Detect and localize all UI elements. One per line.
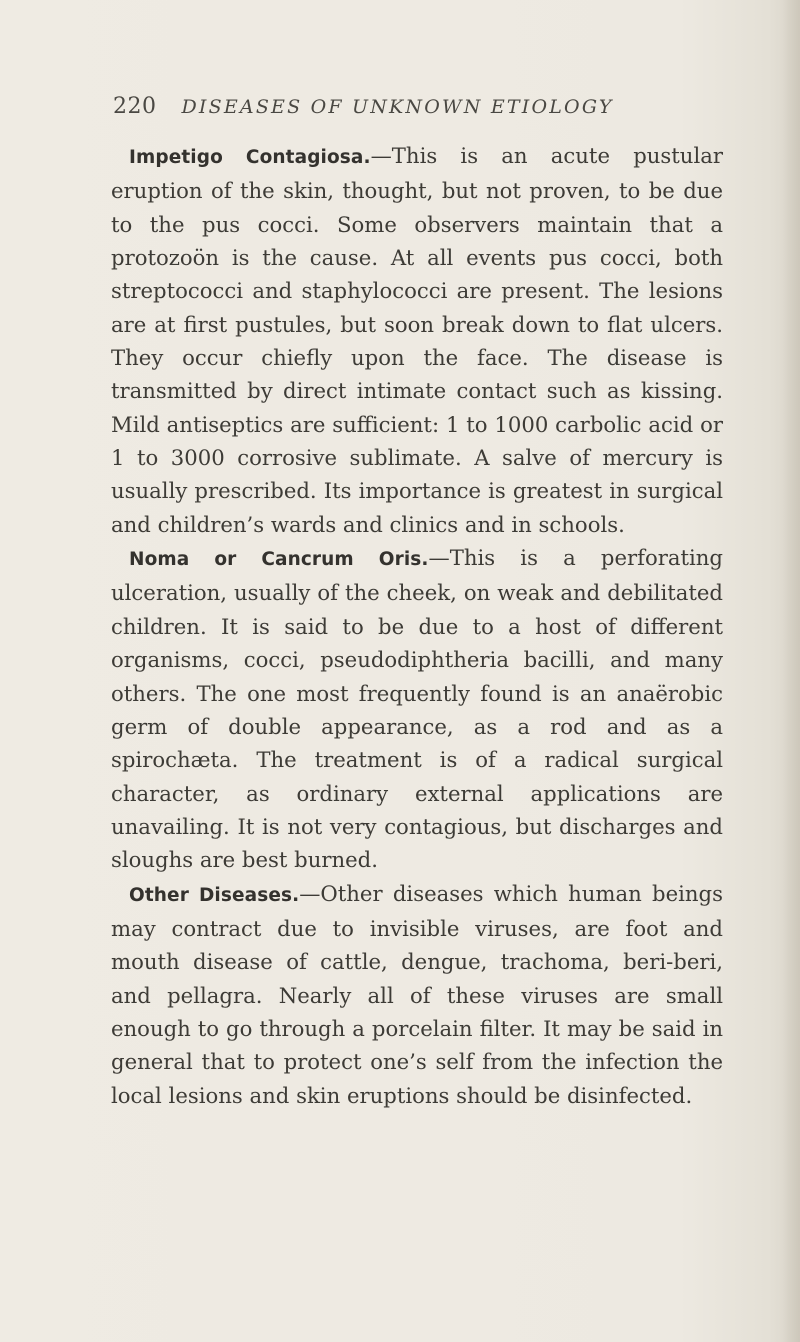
paragraph-other-diseases: [111, 877, 723, 1112]
paragraph-body: —This is an acute pustular eruption of the skin, thought, but not proven, to be due to the pus cocci. Some observers maintain that a protozoön is the cause. At all events pus cocci, both streptococci and staphylococci are present. The lesions are at first pustules, but soon break down to flat ulcers. They occur chiefly upon the face. The disease is transmitted by direct intimate contact such as kissing. Mild antiseptics are sufficient: 1 to 1000 carbolic acid or 1 to 3000 corrosive sublimate. A salve of mercury is usually prescribed. Its importance is greatest in surgical and children’s wards and clinics and in schools.: [111, 143, 723, 537]
body-text: [111, 139, 723, 1112]
running-head-title: DISEASES OF UNKNOWN ETIOLOGY: [181, 96, 614, 118]
paragraph-heading: Impetigo Contagiosa.: [129, 147, 371, 168]
paragraph-heading: Other Diseases.: [129, 884, 300, 906]
paragraph-impetigo: [111, 139, 723, 541]
paragraph-heading: Noma or Cancrum Oris.: [129, 549, 429, 571]
paragraph-body: —Other diseases which human beings may contract due to invisible viruses, are foot and mouth disease of cattle, dengue, trachoma, beri-beri, and pellagra. Nearly all of these viruses are small enough to go through a porcelain filter. It may be said in general that to protect one’s self from the infection the local lesions and skin eruptions should be disinfected.: [111, 880, 723, 1108]
page-edge-shadow: [782, 0, 800, 1342]
paragraph-noma: [111, 541, 723, 876]
page-number: 220: [113, 94, 157, 119]
running-head: [113, 94, 713, 120]
paragraph-body: —This is a perforating ulceration, usually of the cheek, on weak and debilitated children. It is said to be due to a host of different organisms, cocci, pseudodiphtheria bacilli, and many others. The one most frequently found is an anaërobic germ of double appearance, as a rod and as a spirochæta. The treatment is of a radical surgical character, as ordinary external applications are unavailing. It is not very contagious, but discharges and sloughs are best burned.: [111, 545, 723, 873]
